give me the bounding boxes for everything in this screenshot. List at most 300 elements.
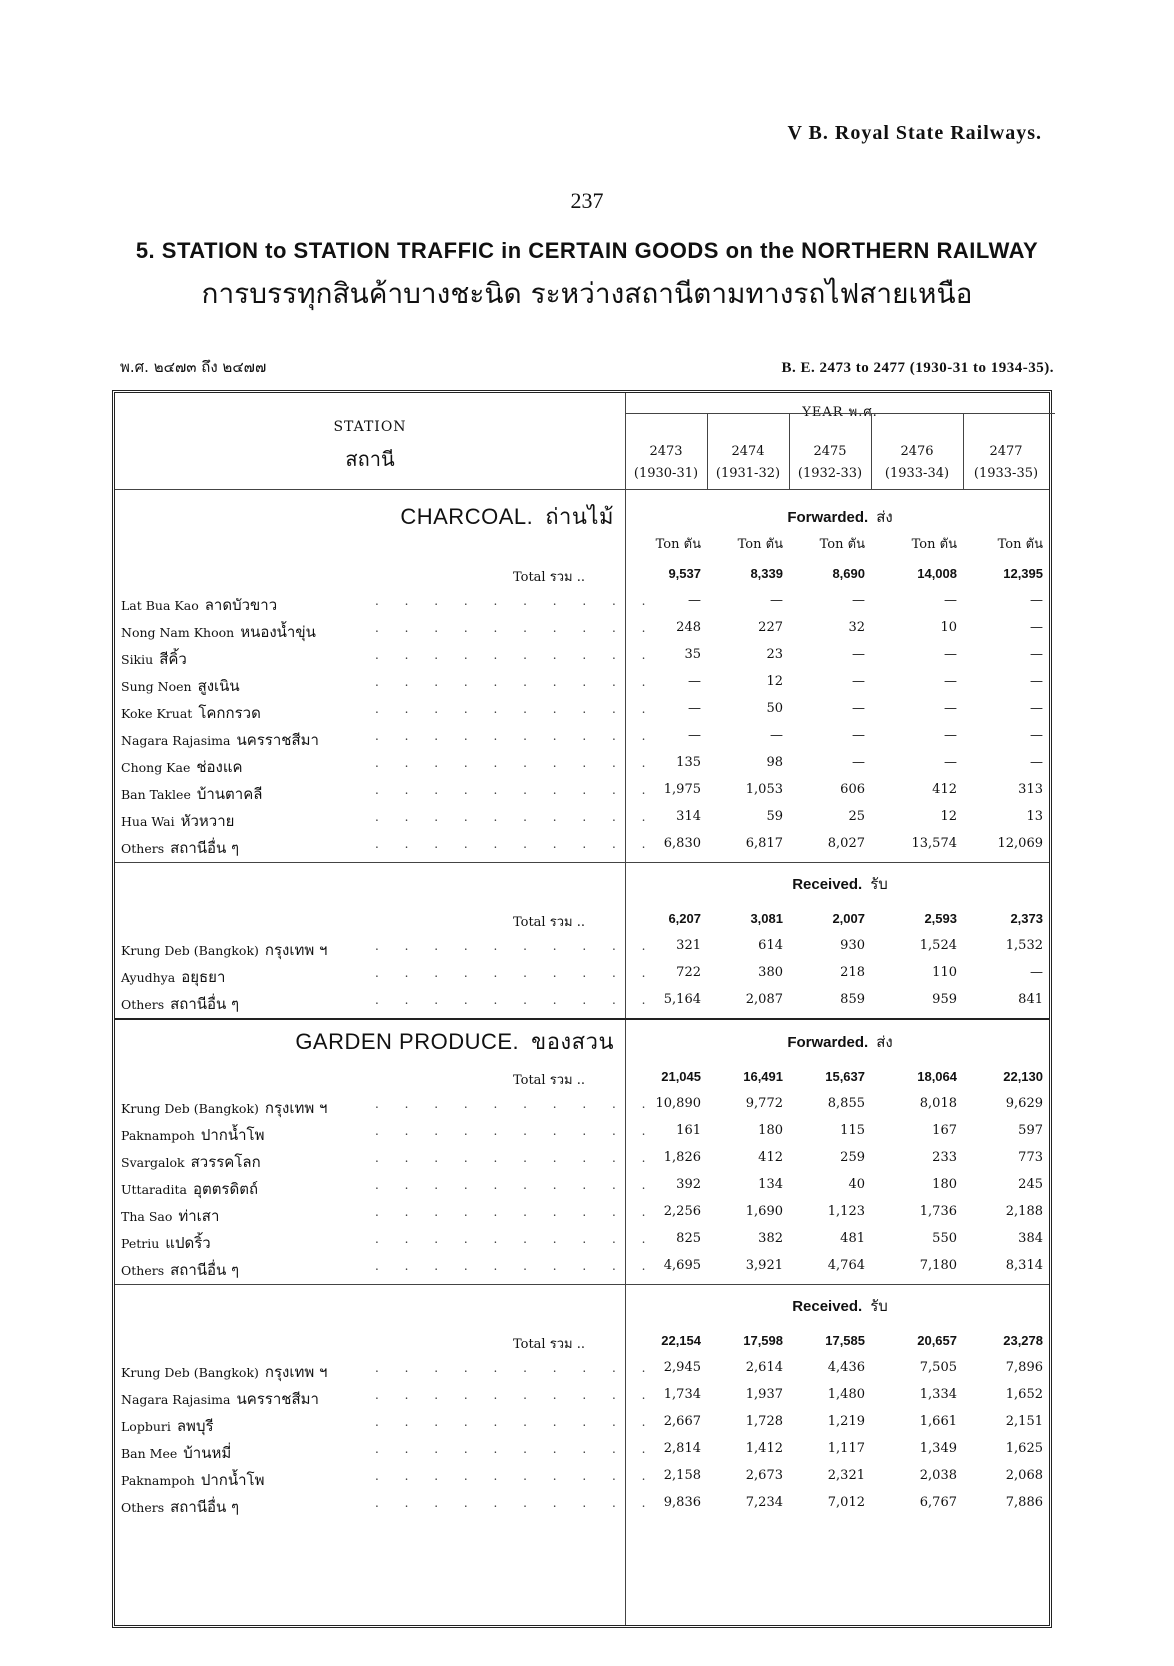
era-thai: พ.ศ. ๒๔๗๓ ถึง ๒๔๗๗ bbox=[120, 358, 267, 376]
station-name-en: Ban Taklee bbox=[121, 787, 191, 802]
received-label-en: Received. bbox=[792, 876, 863, 893]
cell-value: 3,921 bbox=[745, 1258, 783, 1273]
station-name bbox=[121, 1387, 319, 1411]
cell-value: — bbox=[770, 593, 783, 608]
leader-dots: . . . . . . . . . . bbox=[375, 783, 657, 797]
station-name-en: Lopburi bbox=[121, 1419, 171, 1434]
cell-value: 40 bbox=[848, 1177, 865, 1192]
cell-value: — bbox=[852, 728, 865, 743]
total-value: 17,598 bbox=[743, 1333, 783, 1348]
cell-value: — bbox=[852, 701, 865, 716]
table-row bbox=[115, 615, 1055, 643]
unit-thai: ตัน bbox=[683, 537, 701, 552]
page-title-thai: การบรรทุกสินค้าบางชะนิด ระหว่างสถานีตามทางรถไฟสายเหนือ bbox=[201, 277, 973, 310]
cell-value: 4,764 bbox=[827, 1258, 865, 1273]
table-row bbox=[115, 1145, 1055, 1173]
leader-dots: . . . . . . . . . . bbox=[375, 939, 657, 953]
cell-value: 392 bbox=[676, 1177, 701, 1192]
total-value: 14,008 bbox=[917, 566, 957, 581]
cell-value: 313 bbox=[1018, 782, 1043, 797]
station-name-en: Krung Deb (Bangkok) bbox=[121, 943, 259, 958]
cell-value: 6,830 bbox=[663, 836, 701, 851]
cell-value: 2,321 bbox=[827, 1468, 865, 1483]
station-name-thai: แปดริ้ว bbox=[165, 1234, 211, 1252]
cell-value: 1,625 bbox=[1005, 1441, 1043, 1456]
cell-value: 412 bbox=[932, 782, 957, 797]
cell-value: — bbox=[944, 593, 957, 608]
cell-value: 1,734 bbox=[663, 1387, 701, 1402]
unit-en: Ton bbox=[655, 537, 680, 552]
total-label-dots: .. bbox=[576, 1073, 585, 1088]
total-value: 17,585 bbox=[825, 1333, 865, 1348]
cell-value: 2,614 bbox=[745, 1360, 783, 1375]
forwarded-label-en: Forwarded. bbox=[787, 509, 869, 526]
station-name bbox=[121, 755, 243, 779]
cell-value: 597 bbox=[1018, 1123, 1043, 1138]
cell-value: — bbox=[1030, 728, 1043, 743]
total-value: 2,373 bbox=[1010, 911, 1043, 926]
table-row bbox=[115, 669, 1055, 697]
row-rule bbox=[115, 1018, 1049, 1020]
cell-value: 227 bbox=[758, 620, 783, 635]
cell-value: 6,767 bbox=[919, 1495, 957, 1510]
table-row bbox=[115, 1490, 1055, 1518]
station-name-thai: หัวหวาย bbox=[180, 812, 235, 830]
leader-dots: . . . . . . . . . . bbox=[375, 837, 657, 851]
station-name-thai: ลาดบัวขาว bbox=[204, 596, 278, 614]
forwarded-label bbox=[625, 505, 1055, 529]
total-value: 9,537 bbox=[668, 566, 701, 581]
forwarded-label-en: Forwarded. bbox=[787, 1034, 869, 1051]
year-column-header bbox=[789, 441, 871, 485]
year-column-header bbox=[871, 441, 963, 485]
station-name-en: Krung Deb (Bangkok) bbox=[121, 1101, 259, 1116]
year-column-header bbox=[625, 441, 707, 485]
cell-value: 233 bbox=[932, 1150, 957, 1165]
cell-value: — bbox=[1030, 674, 1043, 689]
cell-value: — bbox=[852, 755, 865, 770]
era-english: B. E. 2473 to 2477 (1930-31 to 1934-35). bbox=[781, 360, 1054, 376]
cell-value: 180 bbox=[758, 1123, 783, 1138]
cell-value: 13,574 bbox=[911, 836, 957, 851]
station-name-thai: กรุงเทพ ฯ bbox=[264, 1099, 328, 1117]
cell-value: 2,256 bbox=[663, 1204, 701, 1219]
cell-value: 2,158 bbox=[663, 1468, 701, 1483]
leader-dots: . . . . . . . . . . bbox=[375, 1259, 657, 1273]
station-name-thai: อุตตรดิตถ์ bbox=[192, 1180, 259, 1198]
cell-value: 35 bbox=[684, 647, 701, 662]
station-name bbox=[121, 620, 316, 644]
charcoal-title bbox=[400, 499, 614, 534]
total-value: 20,657 bbox=[917, 1333, 957, 1348]
station-name-thai: สถานีอื่น ๆ bbox=[170, 839, 240, 857]
leader-dots: . . . . . . . . . . bbox=[375, 993, 657, 1007]
cell-value: 614 bbox=[758, 938, 783, 953]
cell-value: 1,736 bbox=[919, 1204, 957, 1219]
station-name bbox=[121, 1204, 219, 1228]
cell-value: 1,117 bbox=[827, 1441, 865, 1456]
column-rule bbox=[963, 413, 964, 489]
garden-title bbox=[295, 1024, 614, 1059]
cell-value: 50 bbox=[766, 701, 783, 716]
unit-en: Ton bbox=[819, 537, 844, 552]
station-name-en: Nagara Rajasima bbox=[121, 733, 231, 748]
station-name bbox=[121, 1414, 214, 1438]
year-be: 2473 bbox=[649, 444, 683, 459]
cell-value: 382 bbox=[758, 1231, 783, 1246]
year-header: YEAR พ.ศ. bbox=[802, 405, 878, 420]
leader-dots: . . . . . . . . . . bbox=[375, 1178, 657, 1192]
station-name bbox=[121, 674, 240, 698]
column-rule bbox=[789, 413, 790, 489]
cell-value: 134 bbox=[758, 1177, 783, 1192]
total-row bbox=[115, 1328, 1055, 1356]
leader-dots: . . . . . . . . . . bbox=[375, 966, 657, 980]
cell-value: 1,524 bbox=[919, 938, 957, 953]
cell-value: 2,188 bbox=[1005, 1204, 1043, 1219]
total-value: 22,154 bbox=[661, 1333, 701, 1348]
cell-value: 1,219 bbox=[827, 1414, 865, 1429]
leader-dots: . . . . . . . . . . bbox=[375, 621, 657, 635]
cell-value: 2,087 bbox=[745, 992, 783, 1007]
cell-value: 8,018 bbox=[919, 1096, 957, 1111]
leader-dots: . . . . . . . . . . bbox=[375, 1361, 657, 1375]
cell-value: — bbox=[688, 674, 701, 689]
cell-value: 98 bbox=[766, 755, 783, 770]
cell-value: 23 bbox=[766, 647, 783, 662]
cell-value: — bbox=[1030, 593, 1043, 608]
cell-value: 180 bbox=[932, 1177, 957, 1192]
total-value: 2,593 bbox=[924, 911, 957, 926]
table-row bbox=[115, 1091, 1055, 1119]
charcoal-title-en: CHARCOAL. bbox=[400, 504, 534, 529]
year-be: 2476 bbox=[900, 444, 934, 459]
total-value: 8,690 bbox=[832, 566, 865, 581]
section-header: V B. Royal State Railways. bbox=[787, 122, 1042, 144]
cell-value: 825 bbox=[676, 1231, 701, 1246]
station-name bbox=[121, 1468, 264, 1492]
station-name-thai: โคกกรวด bbox=[198, 704, 261, 722]
station-name-en: Hua Wai bbox=[121, 814, 175, 829]
row-rule bbox=[625, 413, 1055, 414]
total-value: 23,278 bbox=[1003, 1333, 1043, 1348]
cell-value: 384 bbox=[1018, 1231, 1043, 1246]
station-name bbox=[121, 1231, 211, 1255]
cell-value: — bbox=[1030, 755, 1043, 770]
cell-value: — bbox=[944, 755, 957, 770]
unit-label bbox=[789, 533, 865, 554]
cell-value: 7,886 bbox=[1005, 1495, 1043, 1510]
table-row bbox=[115, 642, 1055, 670]
station-name bbox=[121, 1495, 239, 1519]
year-column-header bbox=[707, 441, 789, 485]
unit-label bbox=[963, 533, 1043, 554]
cell-value: 4,695 bbox=[663, 1258, 701, 1273]
station-name bbox=[121, 836, 239, 860]
table-row bbox=[115, 831, 1055, 859]
cell-value: 7,896 bbox=[1005, 1360, 1043, 1375]
cell-value: 314 bbox=[676, 809, 701, 824]
year-ad: (1930-31) bbox=[633, 466, 699, 481]
leader-dots: . . . . . . . . . . bbox=[375, 1124, 657, 1138]
cell-value: 722 bbox=[676, 965, 701, 980]
table-row bbox=[115, 723, 1055, 751]
station-name-thai: สถานีอื่น ๆ bbox=[170, 995, 240, 1013]
station-name bbox=[121, 1441, 231, 1465]
leader-dots: . . . . . . . . . . bbox=[375, 1205, 657, 1219]
cell-value: 8,314 bbox=[1005, 1258, 1043, 1273]
station-name-thai: สวรรคโลก bbox=[190, 1153, 261, 1171]
station-name bbox=[121, 728, 319, 752]
row-rule bbox=[115, 1284, 1049, 1285]
leader-dots: . . . . . . . . . . bbox=[375, 1469, 657, 1483]
cell-value: 1,480 bbox=[827, 1387, 865, 1402]
cell-value: 2,038 bbox=[919, 1468, 957, 1483]
cell-value: 2,151 bbox=[1005, 1414, 1043, 1429]
table-row bbox=[115, 1118, 1055, 1146]
total-label bbox=[475, 566, 585, 587]
station-name bbox=[121, 1360, 327, 1384]
station-name-thai: หนองน้ำขุ่น bbox=[240, 623, 316, 641]
cell-value: — bbox=[944, 674, 957, 689]
station-name-en: Others bbox=[121, 841, 165, 856]
cell-value: 59 bbox=[766, 809, 783, 824]
cell-value: 115 bbox=[840, 1123, 865, 1138]
cell-value: — bbox=[852, 647, 865, 662]
cell-value: — bbox=[944, 728, 957, 743]
cell-value: — bbox=[1030, 965, 1043, 980]
cell-value: 1,826 bbox=[663, 1150, 701, 1165]
total-label-en: Total bbox=[512, 1073, 546, 1088]
station-name bbox=[121, 701, 261, 725]
cell-value: 1,661 bbox=[919, 1414, 957, 1429]
station-name-thai: นครราชสีมา bbox=[236, 1390, 319, 1408]
total-label-dots: .. bbox=[576, 1337, 585, 1352]
total-value: 15,637 bbox=[825, 1069, 865, 1084]
station-name bbox=[121, 965, 225, 989]
received-label-thai: รับ bbox=[870, 1297, 888, 1315]
total-label-en: Total bbox=[512, 570, 546, 585]
cell-value: 773 bbox=[1018, 1150, 1043, 1165]
total-row bbox=[115, 561, 1055, 589]
station-name-en: Krung Deb (Bangkok) bbox=[121, 1365, 259, 1380]
year-ad: (1932-33) bbox=[797, 466, 863, 481]
cell-value: — bbox=[688, 593, 701, 608]
forwarded-label bbox=[625, 1030, 1055, 1054]
station-name-thai: ปากน้ำโพ bbox=[200, 1471, 265, 1489]
received-label bbox=[625, 1294, 1055, 1318]
station-name bbox=[121, 647, 187, 671]
cell-value: 10,890 bbox=[655, 1096, 701, 1111]
leader-dots: . . . . . . . . . . bbox=[375, 1415, 657, 1429]
station-name-en: Sung Noen bbox=[121, 679, 192, 694]
year-column-header bbox=[963, 441, 1049, 485]
cell-value: 1,690 bbox=[745, 1204, 783, 1219]
leader-dots: . . . . . . . . . . bbox=[375, 1151, 657, 1165]
station-name-en: Paknampoh bbox=[121, 1473, 195, 1488]
station-name bbox=[121, 782, 262, 806]
unit-thai: ตัน bbox=[847, 537, 865, 552]
forwarded-label-thai: ส่ง bbox=[876, 1033, 893, 1051]
unit-label bbox=[707, 533, 783, 554]
cell-value: 7,180 bbox=[919, 1258, 957, 1273]
page-title: 5. STATION to STATION TRAFFIC in CERTAIN GOODS on the NORTHERN RAILWAY bbox=[135, 238, 1039, 263]
cell-value: 7,234 bbox=[745, 1495, 783, 1510]
cell-value: 930 bbox=[840, 938, 865, 953]
cell-value: 1,053 bbox=[745, 782, 783, 797]
total-value: 3,081 bbox=[750, 911, 783, 926]
station-name-en: Chong Kae bbox=[121, 760, 191, 775]
cell-value: — bbox=[688, 701, 701, 716]
cell-value: 13 bbox=[1026, 809, 1043, 824]
station-name-en: Paknampoh bbox=[121, 1128, 195, 1143]
station-name bbox=[121, 992, 239, 1016]
station-name-en: Ayudhya bbox=[121, 970, 176, 985]
station-name-thai: กรุงเทพ ฯ bbox=[264, 1363, 328, 1381]
year-ad: (1933-34) bbox=[884, 466, 950, 481]
total-label-dots: .. bbox=[576, 570, 585, 585]
leader-dots: . . . . . . . . . . bbox=[375, 1097, 657, 1111]
station-name-en: Nong Nam Khoon bbox=[121, 625, 235, 640]
unit-en: Ton bbox=[737, 537, 762, 552]
station-name-en: Others bbox=[121, 1500, 165, 1515]
cell-value: 2,673 bbox=[745, 1468, 783, 1483]
garden-title-thai: ของสวน bbox=[531, 1030, 614, 1055]
cell-value: 412 bbox=[758, 1150, 783, 1165]
station-name-thai: สถานีอื่น ๆ bbox=[170, 1261, 240, 1279]
year-ad: (1933-35) bbox=[973, 466, 1039, 481]
total-label-en: Total bbox=[512, 915, 546, 930]
station-name-thai: อยุธยา bbox=[181, 968, 226, 986]
station-name-en: Petriu bbox=[121, 1236, 160, 1251]
cell-value: 859 bbox=[840, 992, 865, 1007]
station-name-en: Sikiu bbox=[121, 652, 154, 667]
table-row bbox=[115, 1199, 1055, 1227]
cell-value: 161 bbox=[676, 1123, 701, 1138]
cell-value: 959 bbox=[932, 992, 957, 1007]
cell-value: 10 bbox=[940, 620, 957, 635]
total-row bbox=[115, 906, 1055, 934]
row-rule bbox=[115, 862, 1049, 863]
cell-value: 7,012 bbox=[827, 1495, 865, 1510]
cell-value: 25 bbox=[848, 809, 865, 824]
received-label-thai: รับ bbox=[870, 875, 888, 893]
cell-value: 1,123 bbox=[827, 1204, 865, 1219]
table-row bbox=[115, 1409, 1055, 1437]
station-name-thai: บ้านหมี่ bbox=[183, 1444, 232, 1462]
leader-dots: . . . . . . . . . . bbox=[375, 675, 657, 689]
station-name-thai: บ้านตาคลี bbox=[196, 785, 263, 803]
cell-value: 2,814 bbox=[663, 1441, 701, 1456]
cell-value: 135 bbox=[676, 755, 701, 770]
traffic-table bbox=[112, 390, 1052, 1628]
cell-value: 1,652 bbox=[1005, 1387, 1043, 1402]
row-rule bbox=[115, 489, 1049, 490]
forwarded-label-thai: ส่ง bbox=[876, 508, 893, 526]
cell-value: 2,667 bbox=[663, 1414, 701, 1429]
cell-value: 1,937 bbox=[745, 1387, 783, 1402]
leader-dots: . . . . . . . . . . bbox=[375, 594, 657, 608]
cell-value: 32 bbox=[848, 620, 865, 635]
station-name-en: Nagara Rajasima bbox=[121, 1392, 231, 1407]
station-name-en: Ban Mee bbox=[121, 1446, 178, 1461]
cell-value: 380 bbox=[758, 965, 783, 980]
cell-value: 248 bbox=[676, 620, 701, 635]
leader-dots: . . . . . . . . . . bbox=[375, 756, 657, 770]
total-label bbox=[475, 911, 585, 932]
station-name-en: Tha Sao bbox=[121, 1209, 173, 1224]
cell-value: 2,945 bbox=[663, 1360, 701, 1375]
station-name-en: Svargalok bbox=[121, 1155, 185, 1170]
cell-value: 8,855 bbox=[827, 1096, 865, 1111]
total-label-thai: รวม bbox=[549, 1073, 573, 1088]
cell-value: 12 bbox=[766, 674, 783, 689]
total-value: 6,207 bbox=[668, 911, 701, 926]
table-row bbox=[115, 1436, 1055, 1464]
cell-value: — bbox=[770, 728, 783, 743]
year-be: 2475 bbox=[813, 444, 847, 459]
table-row bbox=[115, 1382, 1055, 1410]
total-label-dots: .. bbox=[576, 915, 585, 930]
unit-label bbox=[625, 533, 701, 554]
station-column-header: STATION bbox=[333, 419, 407, 435]
station-name-thai: สถานีอื่น ๆ bbox=[170, 1498, 240, 1516]
cell-value: 481 bbox=[840, 1231, 865, 1246]
year-ad: (1931-32) bbox=[715, 466, 781, 481]
total-value: 18,064 bbox=[917, 1069, 957, 1084]
table-row bbox=[115, 1226, 1055, 1254]
leader-dots: . . . . . . . . . . bbox=[375, 1232, 657, 1246]
garden-title-en: GARDEN PRODUCE. bbox=[295, 1029, 520, 1054]
table-row bbox=[115, 1355, 1055, 1383]
unit-en: Ton bbox=[911, 537, 936, 552]
station-name-thai: สูงเนิน bbox=[197, 677, 240, 695]
station-name bbox=[121, 1096, 327, 1120]
station-name bbox=[121, 1258, 239, 1282]
cell-value: 1,728 bbox=[745, 1414, 783, 1429]
column-rule bbox=[707, 413, 708, 489]
station-name bbox=[121, 938, 327, 962]
station-name-en: Uttaradita bbox=[121, 1182, 187, 1197]
cell-value: 2,068 bbox=[1005, 1468, 1043, 1483]
leader-dots: . . . . . . . . . . bbox=[375, 1388, 657, 1402]
cell-value: 9,629 bbox=[1005, 1096, 1043, 1111]
unit-thai: ตัน bbox=[1025, 537, 1043, 552]
cell-value: 1,412 bbox=[745, 1441, 783, 1456]
table-row bbox=[115, 1172, 1055, 1200]
unit-thai: ตัน bbox=[939, 537, 957, 552]
cell-value: — bbox=[944, 647, 957, 662]
leader-dots: . . . . . . . . . . bbox=[375, 702, 657, 716]
total-value: 2,007 bbox=[832, 911, 865, 926]
page-number: 237 bbox=[570, 188, 604, 213]
received-label bbox=[625, 872, 1055, 896]
station-name-thai: สีคิ้ว bbox=[159, 650, 187, 668]
received-label-en: Received. bbox=[792, 1298, 863, 1315]
total-label-thai: รวม bbox=[549, 915, 573, 930]
station-name-thai: ช่องแค bbox=[196, 758, 243, 776]
table-row bbox=[115, 750, 1055, 778]
total-label-en: Total bbox=[512, 1337, 546, 1352]
cell-value: 9,772 bbox=[745, 1096, 783, 1111]
station-name-en: Others bbox=[121, 1263, 165, 1278]
station-column-header-thai: สถานี bbox=[345, 447, 395, 471]
station-name-en: Others bbox=[121, 997, 165, 1012]
total-value: 8,339 bbox=[750, 566, 783, 581]
total-label-thai: รวม bbox=[549, 1337, 573, 1352]
cell-value: 7,505 bbox=[919, 1360, 957, 1375]
total-value: 16,491 bbox=[743, 1069, 783, 1084]
